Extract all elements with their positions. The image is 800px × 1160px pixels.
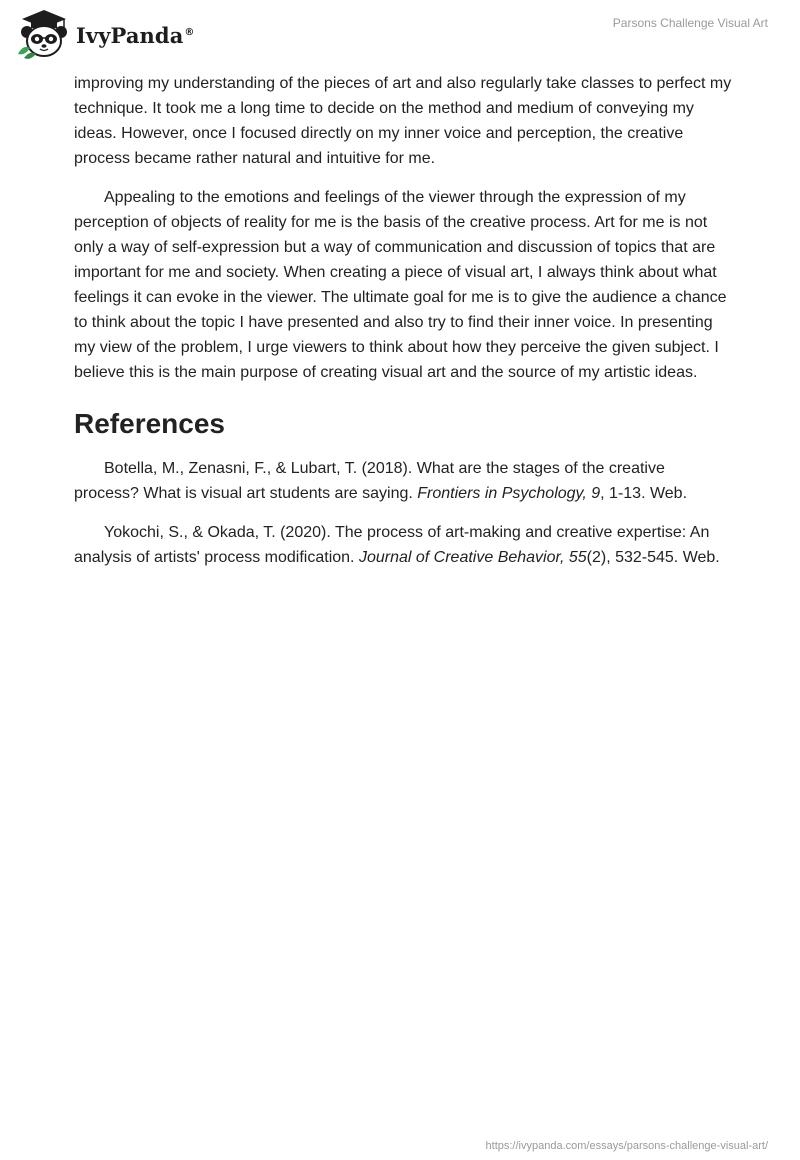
source-url-link[interactable]: https://ivypanda.com/essays/parsons-challenge-visual-art/ [485, 1140, 768, 1152]
references-heading: References [74, 408, 225, 439]
reference-pages: (2), 532-545. Web. [586, 549, 720, 566]
essay-content [74, 71, 734, 584]
reference-journal: Frontiers in Psychology, 9 [417, 485, 601, 502]
logo-wordmark: IvyPanda® [76, 22, 195, 48]
page-header [0, 0, 800, 70]
reference-authors-title: Botella, M., Zenasni, F., & Lubart, T. (2018). What are the stages of the creative process? What is visual art students are saying. [74, 460, 665, 502]
body-paragraph: Appealing to the emotions and feelings of the viewer through the expression of my perception of objects of reality for me is the basis of the creative process. Art for me is not only a way of self-expression but a way of communication and discussion of topics that are important for me and society. When creating a piece of visual art, I always think about what feelings it can evoke in the viewer. The ultimate goal for me is to give the audience a chance to think about the topic I have presented and also try to find their inner voice. In presenting my view of the problem, I urge viewers to think about how they perceive the given subject. I believe this is the main purpose of creating visual art and the source of my artistic ideas. [74, 189, 727, 381]
reference-authors-title: Yokochi, S., & Okada, T. (2020). The process of art-making and creative expertise: An analysis of artists' process modification. [74, 524, 710, 566]
body-paragraph: improving my understanding of the pieces of art and also regularly take classes to perfect my technique. It took me a long time to decide on the method and medium of conveying my ideas. However, once I focused directly on my inner voice and perception, the creative process became rather natural and intuitive for me. [74, 75, 732, 167]
panda-graduate-icon [14, 8, 74, 60]
reference-pages: , 1-13. Web. [600, 485, 688, 502]
document-title: Parsons Challenge Visual Art [612, 16, 768, 30]
reference-item [74, 456, 734, 506]
registered-mark: ® [184, 26, 195, 38]
reference-item [74, 520, 734, 570]
ivypanda-logo[interactable] [14, 8, 195, 60]
reference-journal: Journal of Creative Behavior, 55 [358, 549, 587, 566]
